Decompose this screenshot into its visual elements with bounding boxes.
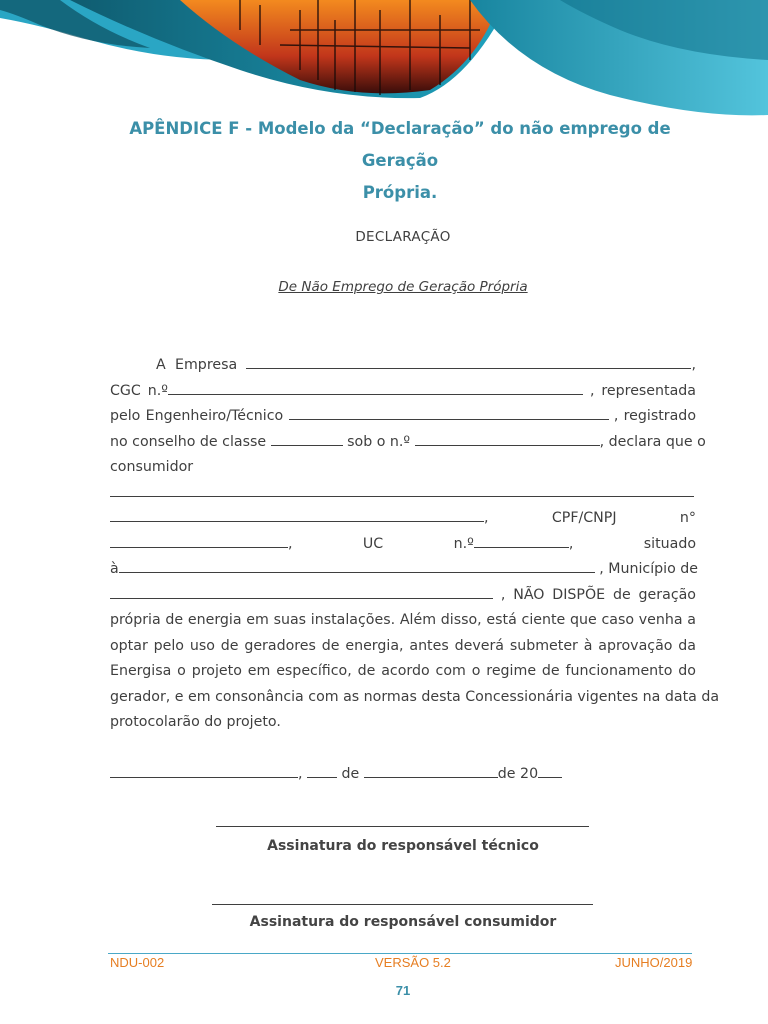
- footer-date: JUNHO/2019: [615, 955, 693, 970]
- cpf-line: [110, 506, 696, 532]
- municipality-line: [110, 583, 696, 609]
- header-banner-image: [0, 0, 768, 120]
- address-blank[interactable]: [119, 557, 595, 573]
- place-blank[interactable]: [110, 762, 298, 778]
- declares-label: , declara que o: [599, 433, 706, 450]
- appendix-title-line-1: APÊNDICE F - Modelo da “Declaração” do não emprego de Geração: [129, 119, 671, 170]
- consumer-signature-line[interactable]: [212, 904, 593, 905]
- cpf-comma: ,: [484, 510, 489, 526]
- footer-doc-code: NDU-002: [110, 955, 165, 970]
- technical-signature-label: Assinatura do responsável técnico: [267, 838, 539, 854]
- address-prefix: à: [110, 561, 119, 577]
- body-line-11: própria de energia em suas instalações. Além disso, está ciente que caso venha a: [110, 612, 696, 628]
- represented-label: , representada: [589, 382, 696, 399]
- cgc-number-blank[interactable]: [168, 379, 583, 395]
- uc-comma: ,: [288, 535, 293, 552]
- does-not-have-label: , NÃO DISPÕE de geração: [500, 586, 696, 603]
- number-label: sob o n.º: [347, 433, 411, 450]
- company-comma: ,: [691, 357, 696, 373]
- uc-number-label: n.º: [453, 535, 474, 552]
- consumer-line: consumidor: [110, 459, 194, 475]
- declaration-body: [110, 353, 720, 736]
- date-de-2: de 20: [497, 766, 539, 782]
- company-name-blank[interactable]: [246, 353, 691, 369]
- engineer-line: [110, 404, 696, 430]
- declaration-title: DECLARAÇÃO: [355, 229, 451, 245]
- municipality-blank[interactable]: [110, 583, 493, 599]
- cgc-line: [110, 379, 696, 405]
- cpf-number-label: n°: [679, 510, 696, 526]
- registered-label: , registrado: [613, 408, 696, 424]
- day-blank[interactable]: [307, 762, 337, 778]
- company-line: [110, 353, 696, 379]
- engineer-name-blank[interactable]: [289, 404, 609, 420]
- body-line-14: gerador, e em consonância com as normas desta Concessionária vigentes na data da: [110, 688, 720, 705]
- company-label: A Empresa: [156, 357, 238, 373]
- address-line: [110, 557, 699, 583]
- month-blank[interactable]: [364, 762, 498, 778]
- engineer-label: pelo Engenheiro/Técnico: [110, 408, 284, 424]
- consumer-name-line: [110, 481, 696, 507]
- appendix-title: [90, 113, 710, 209]
- declaration-subtitle: De Não Emprego de Geração Própria: [278, 279, 528, 295]
- cgc-label: CGC n.º: [110, 382, 168, 399]
- consumer-name-blank[interactable]: [110, 481, 694, 497]
- cpf-cnpj-label: CPF/CNPJ: [551, 510, 617, 526]
- body-line-15: protocolarão do projeto.: [110, 714, 281, 730]
- technical-signature-line[interactable]: [216, 826, 589, 827]
- date-comma: ,: [298, 766, 303, 782]
- footer-version: VERSÃO 5.2: [375, 955, 451, 970]
- council-label: no conselho de classe: [110, 433, 267, 450]
- municipality-label: , Município de: [599, 561, 699, 577]
- consumer-signature-label: Assinatura do responsável consumidor: [249, 914, 557, 930]
- uc-line: [110, 532, 696, 558]
- date-line: [110, 762, 562, 782]
- footer-divider: [108, 953, 692, 954]
- situated-label: situado: [643, 535, 697, 552]
- date-de-1: de: [341, 766, 360, 782]
- page-number: 71: [395, 983, 411, 998]
- appendix-title-line-2: Própria.: [362, 183, 438, 202]
- body-line-13: Energisa o projeto em específico, de acordo com o regime de funcionamento do: [110, 663, 696, 679]
- uc-label: UC: [362, 535, 384, 552]
- cpf-cnpj-blank[interactable]: [110, 532, 288, 548]
- uc-number-blank[interactable]: [474, 532, 569, 548]
- consumer-name-continued-blank[interactable]: [110, 506, 484, 522]
- body-line-12: optar pelo uso de geradores de energia, antes deverá submeter à aprovação da: [110, 637, 696, 654]
- council-number-blank[interactable]: [415, 430, 600, 446]
- council-line: [110, 430, 706, 456]
- year-blank[interactable]: [538, 762, 562, 778]
- uc-number-comma: ,: [568, 535, 574, 552]
- council-class-blank[interactable]: [271, 430, 343, 446]
